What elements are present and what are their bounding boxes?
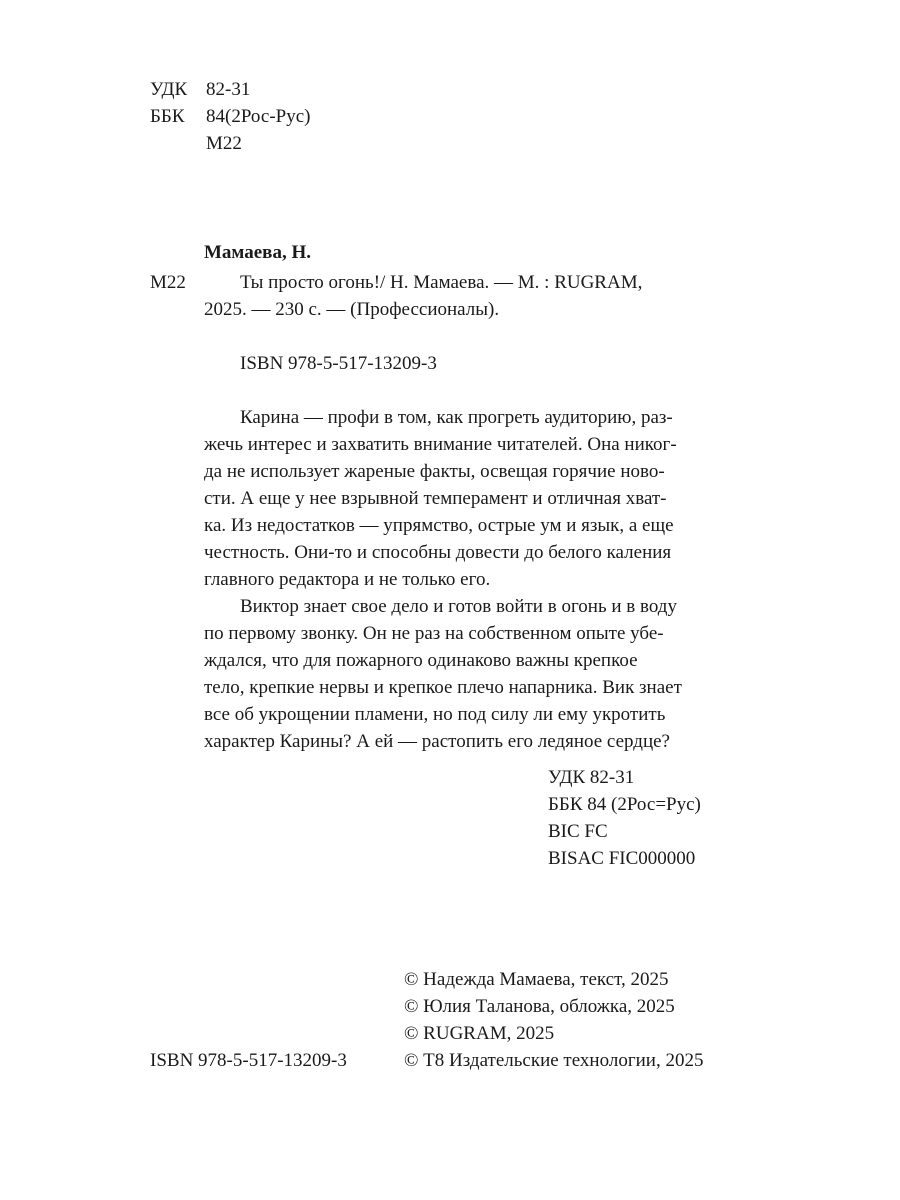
paragraph-line: ка. Из недостатков — упрямство, острые ум и язык, а еще — [204, 515, 674, 536]
paragraph-line: главного редактора и не только его. — [204, 569, 491, 590]
footer-isbn: ISBN 978-5-517-13209-3 — [150, 1050, 347, 1071]
paragraph-line: по первому звонку. Он не раз на собственном опыте убе- — [204, 623, 664, 644]
copyright-line: © Надежда Мамаева, текст, 2025 — [404, 969, 669, 990]
paragraph-line: жечь интерес и захватить внимание читателей. Она никог- — [204, 434, 677, 455]
annotation-paragraph-2 — [204, 593, 732, 755]
paragraph-line: все об укрощении пламени, но под силу ли ему укротить — [204, 704, 666, 725]
paragraph-line: да не использует жареные факты, освещая горячие ново- — [204, 461, 665, 482]
copyright-line: © Т8 Издательские технологии, 2025 — [404, 1050, 704, 1071]
bottom-classification — [548, 764, 701, 872]
record-isbn: ISBN 978-5-517-13209-3 — [240, 353, 437, 374]
paragraph-line: Виктор знает свое дело и готов войти в огонь и в воду — [240, 596, 677, 617]
paragraph-line: Карина — профи в том, как прогреть аудиторию, раз- — [240, 407, 673, 428]
paragraph-line: характер Карины? А ей — растопить его ледяное сердце? — [204, 731, 670, 752]
paragraph-line: тело, крепкие нервы и крепкое плечо напарника. Вик знает — [204, 677, 682, 698]
bbk-label: ББК — [150, 106, 185, 127]
record-title-line-1: Ты просто огонь!/ Н. Мамаева. — М. : RUGRAM, — [240, 272, 643, 293]
annotation — [204, 404, 732, 755]
author-mark-line — [150, 130, 310, 157]
bbk-code: ББК 84 (2Рос=Рус) — [548, 794, 701, 815]
bic-code: BIC FC — [548, 821, 608, 842]
bisac-code: BISAC FIC000000 — [548, 848, 696, 869]
record-author: Мамаева, Н. — [204, 242, 311, 263]
record-title-line-2: 2025. — 230 с. — (Профессионалы). — [204, 299, 500, 320]
copyright-line: © Юлия Таланова, обложка, 2025 — [404, 996, 675, 1017]
annotation-paragraph-1 — [204, 404, 732, 593]
bbk-value: 84(2Рос-Рус) — [206, 106, 311, 127]
copyright-line: © RUGRAM, 2025 — [404, 1023, 555, 1044]
copyright-block — [404, 966, 703, 1074]
udk-value: 82-31 — [206, 79, 251, 100]
bbk-line — [150, 103, 310, 130]
paragraph-line: честность. Они-то и способны довести до белого каления — [204, 542, 672, 563]
record-mark: М22 — [150, 272, 186, 293]
udk-line — [150, 76, 310, 103]
udk-code: УДК 82-31 — [548, 767, 635, 788]
paragraph-line: сти. А еще у нее взрывной темперамент и отличная хват- — [204, 488, 667, 509]
paragraph-line: ждался, что для пожарного одинаково важны крепкое — [204, 650, 638, 671]
top-classification — [150, 76, 310, 157]
udk-label: УДК — [150, 79, 188, 100]
author-mark: М22 — [206, 133, 242, 154]
